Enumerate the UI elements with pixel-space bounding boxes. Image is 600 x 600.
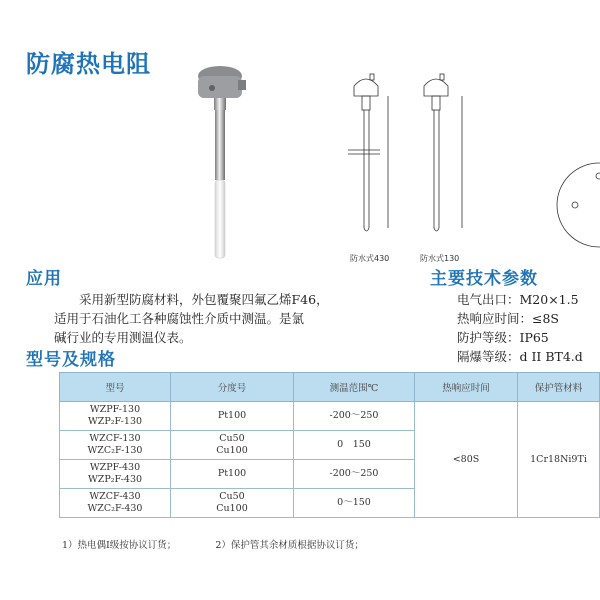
spec-item: 热响应时间：≤8S xyxy=(457,311,559,326)
drawing-caption-130: 防水式130 xyxy=(420,254,460,263)
range-cell: 0 150 xyxy=(294,431,415,460)
spec-item: 隔爆等级：d II BT4.d xyxy=(457,349,583,364)
table-row xyxy=(60,402,600,431)
page-title: 防腐热电阻 xyxy=(26,50,151,78)
application-line: 适用于石油化工各种腐蚀性介质中测温。是氯 xyxy=(54,311,305,326)
dimension-drawing xyxy=(340,68,470,268)
product-photo xyxy=(190,58,250,268)
specs-heading: 主要技术参数 xyxy=(430,269,538,289)
model-cell: WZCF-130 WZC₂F-130 xyxy=(60,431,171,460)
column-header: 分度号 xyxy=(171,373,294,402)
flange-top-view xyxy=(555,160,600,250)
application-line: 采用新型防腐材料，外包覆聚四氟乙烯F46， xyxy=(79,292,329,307)
grade-cell: Cu50 Cu100 xyxy=(171,489,294,518)
footnote: 2）保护管其余材质根据协议订货； xyxy=(215,540,364,551)
column-header: 保护管材料 xyxy=(518,373,600,402)
models-heading: 型号及规格 xyxy=(26,350,116,370)
grade-cell: Pt100 xyxy=(171,460,294,489)
application-heading: 应用 xyxy=(26,269,62,289)
range-cell: -200～250 xyxy=(294,460,415,489)
response-time-cell: <80S xyxy=(415,402,518,518)
application-line: 碱行业的专用测温仪表。 xyxy=(54,330,192,345)
models-table xyxy=(59,372,600,518)
model-cell: WZPF-130 WZP₂F-130 xyxy=(60,402,171,431)
column-header: 热响应时间 xyxy=(415,373,518,402)
model-cell: WZCF-430 WZC₂F-430 xyxy=(60,489,171,518)
drawing-caption-430: 防水式430 xyxy=(350,254,390,263)
footnotes xyxy=(62,537,400,551)
application-description xyxy=(54,290,374,347)
column-header: 型号 xyxy=(60,373,171,402)
model-cell: WZPF-430 WZP₂F-430 xyxy=(60,460,171,489)
range-cell: 0～150 xyxy=(294,489,415,518)
range-cell: -200～250 xyxy=(294,402,415,431)
specs-list xyxy=(457,290,600,366)
grade-cell: Cu50 Cu100 xyxy=(171,431,294,460)
material-cell: 1Cr18Ni9Ti xyxy=(518,402,600,518)
spec-item: 防护等级：IP65 xyxy=(457,330,549,345)
spec-item: 电气出口：M20×1.5 xyxy=(457,292,579,307)
footnote: 1）热电偶I级按协议订货； xyxy=(62,540,177,551)
column-header: 测温范围℃ xyxy=(294,373,415,402)
grade-cell: Pt100 xyxy=(171,402,294,431)
table-header-row xyxy=(60,373,600,402)
